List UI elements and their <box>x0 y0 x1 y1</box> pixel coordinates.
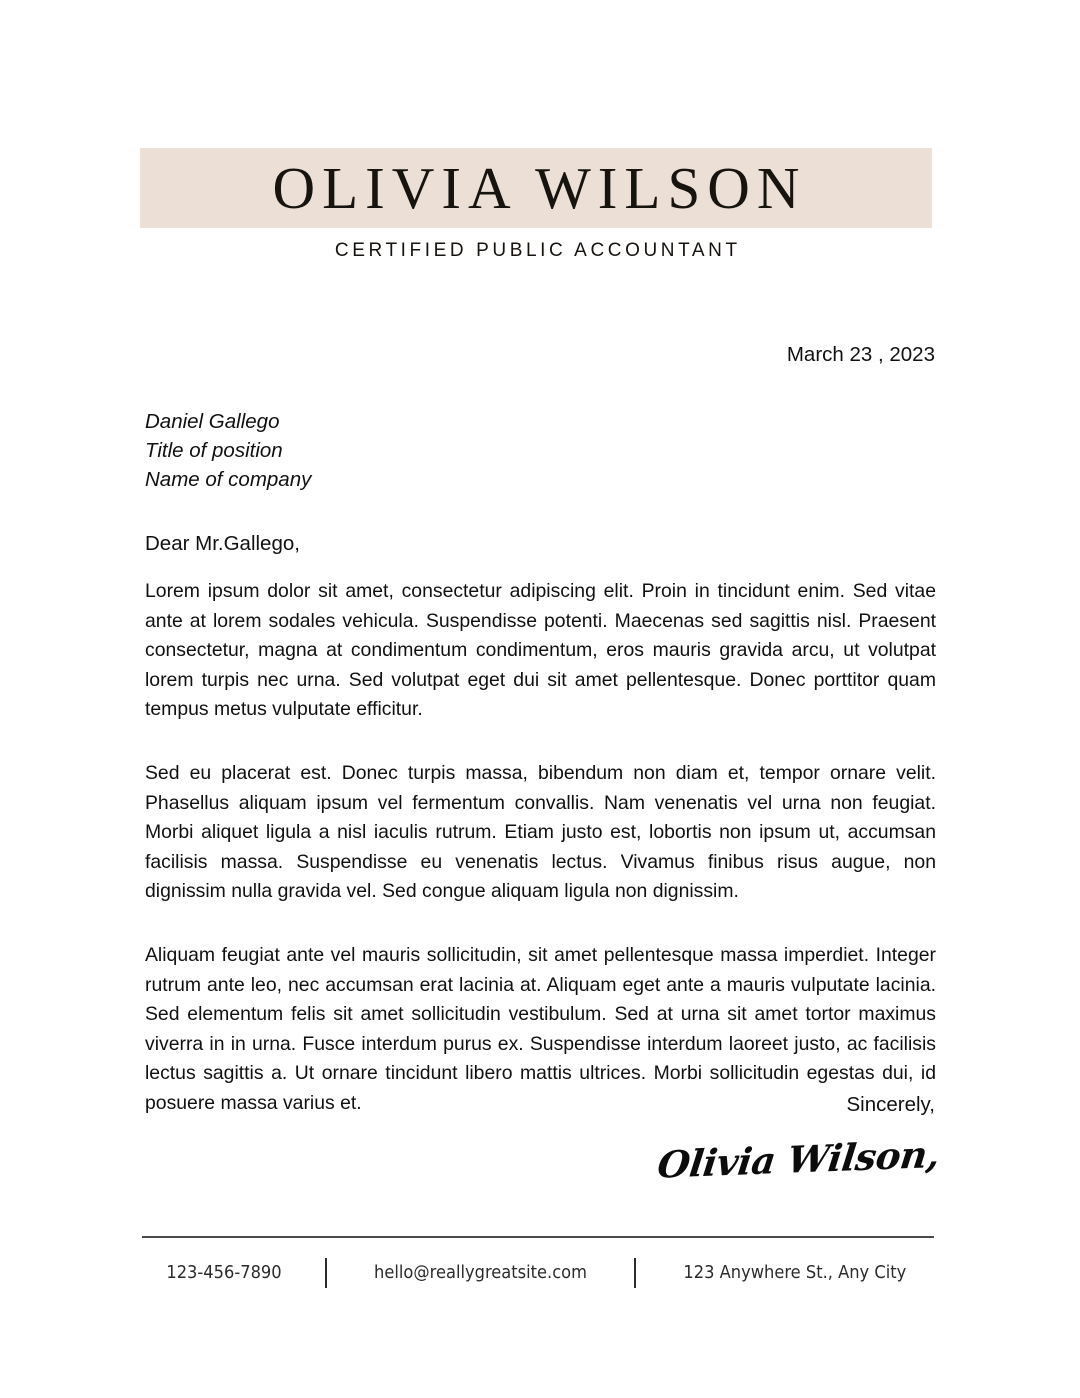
recipient-block <box>145 407 311 494</box>
footer-separator-icon <box>634 1258 636 1288</box>
footer-phone[interactable]: 123-456-7890 <box>165 1263 282 1283</box>
letter-date: March 23 , 2023 <box>786 343 935 366</box>
footer-separator-icon <box>325 1258 327 1288</box>
header-subtitle: CERTIFIED PUBLIC ACCOUNTANT <box>334 240 741 261</box>
body-paragraph: Lorem ipsum dolor sit amet, consectetur adipiscing elit. Proin in tincidunt enim. Sed vitae ante at lorem sodales vehicula. Suspendisse potenti. Maecenas sed sagittis nisl. Praesent consectetur, magna at condimentum condimentum, eros mauris gravida arcu, ut volutpat lorem turpis nec urna. Sed volutpat eget dui sit amet pellentesque. Donec porttitor quam tempus metus vulputate efficitur. <box>145 580 936 721</box>
letter-body <box>145 577 936 1119</box>
body-paragraph: Aliquam feugiat ante vel mauris sollicitudin, sit amet pellentesque massa imperdiet. Integer rutrum ante leo, nec accumsan erat lacinia at. Aliquam eget ante a mauris vulputate lacinia. Sed elementum felis sit amet sollicitudin vestibulum. Sed at urna sit amet tortor maximus viverra in in urna. Fusce interdum purus ex. Suspendisse interdum laoreet justo, ac facilisis lectus sagittis a. Ut ornare tincidunt libero mattis ultrices. Morbi sollicitudin egestas dui, id posuere massa varius et. <box>145 943 936 1114</box>
footer-divider-rule <box>142 1236 934 1238</box>
recipient-title: Title of position <box>145 439 283 462</box>
footer <box>142 1252 934 1294</box>
body-paragraph: Sed eu placerat est. Donec turpis massa, bibendum non diam et, tempor ornare velit. Phasellus aliquam ipsum vel fermentum convallis. Nam venenatis vel urna non feugiat. Morbi aliquet ligula a nisl iaculis rutrum. Etiam justo est, lobortis non ipsum ut, accumsan facilisis massa. Suspendisse eu venenatis lectus. Vivamus finibus risus augue, non dignissim nulla gravida vel. Sed congue aliquam ligula non dignissim. <box>145 761 936 903</box>
footer-email[interactable]: hello@reallygreatsite.com <box>373 1263 587 1283</box>
salutation: Dear Mr.Gallego, <box>145 532 300 555</box>
closing-text: Sincerely, <box>846 1093 935 1116</box>
signature: Olivia Wilson, <box>655 1132 942 1187</box>
footer-address: 123 Anywhere St., Any City <box>683 1263 907 1283</box>
page-title: OLIVIA WILSON <box>272 154 807 221</box>
recipient-name: Daniel Gallego <box>145 410 280 433</box>
header-banner <box>140 148 932 228</box>
recipient-company: Name of company <box>145 468 312 491</box>
